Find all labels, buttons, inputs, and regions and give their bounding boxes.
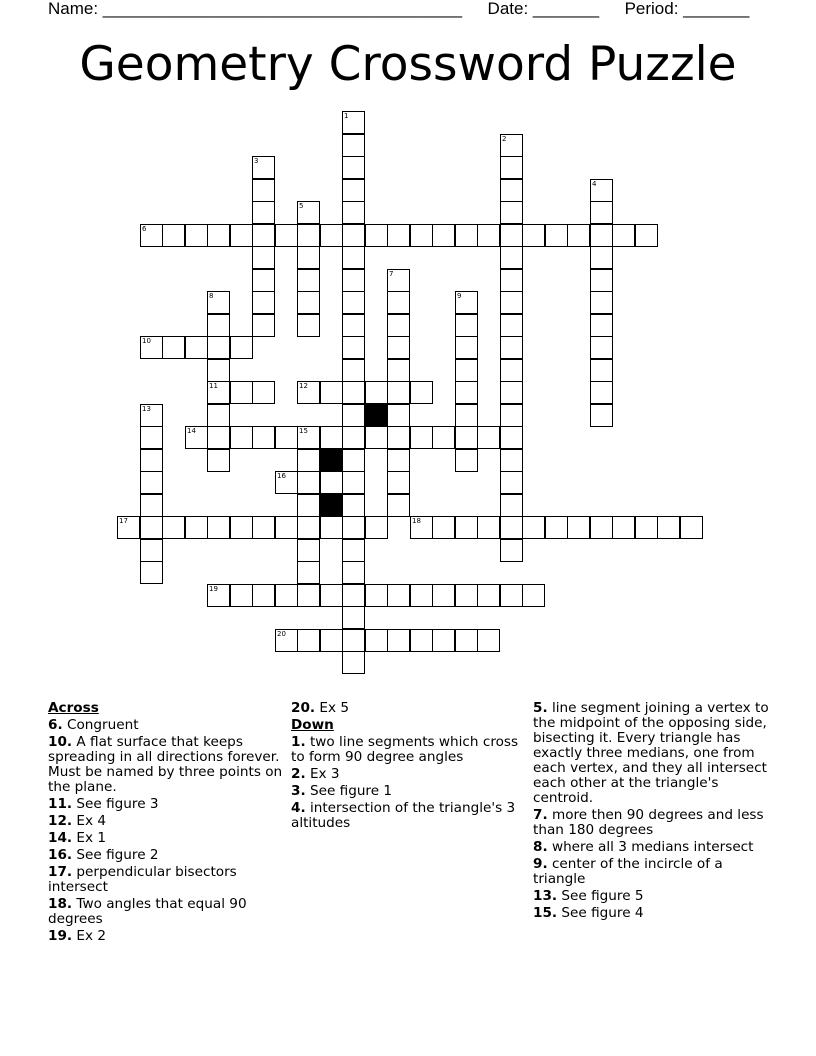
grid-cell[interactable] bbox=[117, 516, 140, 539]
clue-text: intersection of the triangle's 3 altitudes bbox=[291, 800, 516, 831]
grid-cell[interactable] bbox=[500, 359, 523, 382]
grid-cell[interactable] bbox=[432, 426, 455, 449]
grid-cell[interactable] bbox=[477, 516, 500, 539]
grid-cell[interactable] bbox=[207, 404, 230, 427]
clue-number: 17 bbox=[119, 517, 128, 525]
grid-cell[interactable] bbox=[590, 179, 613, 202]
grid-cell[interactable] bbox=[455, 516, 478, 539]
clue-text: where all 3 medians intersect bbox=[551, 839, 754, 855]
grid-cell[interactable] bbox=[140, 336, 163, 359]
grid-cell[interactable] bbox=[297, 201, 320, 224]
clue-text: Ex 5 bbox=[319, 700, 350, 716]
clue-number-label: 15. bbox=[533, 905, 558, 921]
grid-cell[interactable] bbox=[387, 359, 410, 382]
grid-cell[interactable] bbox=[410, 426, 433, 449]
grid-cell[interactable] bbox=[140, 449, 163, 472]
grid-cell[interactable] bbox=[342, 201, 365, 224]
clue-number: 12 bbox=[299, 382, 308, 390]
grid-cell[interactable] bbox=[500, 516, 523, 539]
grid-cell[interactable] bbox=[185, 336, 208, 359]
clue-text: line segment joining a vertex to the midpoint of the opposing side, bisecting it. Every triangle has exactly three medians, one from each vertex, and they all intersect each other at the triangle's centroid. bbox=[533, 700, 769, 806]
grid-cell[interactable] bbox=[365, 584, 388, 607]
grid-cell[interactable] bbox=[185, 516, 208, 539]
down-clue bbox=[533, 701, 773, 806]
grid-cell[interactable] bbox=[590, 381, 613, 404]
grid-cell[interactable] bbox=[635, 224, 658, 247]
clue-number-label: 14. bbox=[48, 830, 73, 846]
grid-cell[interactable] bbox=[342, 516, 365, 539]
grid-cell[interactable] bbox=[342, 561, 365, 584]
grid-cell[interactable] bbox=[297, 381, 320, 404]
grid-cell[interactable] bbox=[140, 561, 163, 584]
grid-cell[interactable] bbox=[545, 224, 568, 247]
grid-cell[interactable] bbox=[410, 629, 433, 652]
grid-cell[interactable] bbox=[297, 539, 320, 562]
grid-cell[interactable] bbox=[567, 224, 590, 247]
grid-cell[interactable] bbox=[252, 269, 275, 292]
clue-number-label: 9. bbox=[533, 856, 548, 872]
grid-cell[interactable] bbox=[545, 516, 568, 539]
grid-cell[interactable] bbox=[230, 584, 253, 607]
grid-cell[interactable] bbox=[207, 336, 230, 359]
grid-cell[interactable] bbox=[410, 381, 433, 404]
clue-text: Ex 4 bbox=[76, 813, 107, 829]
clue-number-label: 13. bbox=[533, 888, 558, 904]
grid-cell[interactable] bbox=[297, 449, 320, 472]
grid-cell[interactable] bbox=[342, 606, 365, 629]
grid-cell[interactable] bbox=[500, 269, 523, 292]
name-field[interactable]: Name: ______________________________________ bbox=[48, 0, 463, 18]
grid-cell[interactable] bbox=[500, 224, 523, 247]
grid-cell[interactable] bbox=[477, 584, 500, 607]
clues-column-3 bbox=[533, 701, 773, 923]
clue-text: Ex 1 bbox=[76, 830, 107, 846]
grid-cell[interactable] bbox=[590, 404, 613, 427]
grid-cell[interactable] bbox=[500, 494, 523, 517]
grid-cell[interactable] bbox=[410, 516, 433, 539]
grid-cell[interactable] bbox=[387, 471, 410, 494]
down-clue bbox=[533, 808, 773, 838]
grid-cell[interactable] bbox=[252, 179, 275, 202]
across-clue bbox=[48, 929, 284, 944]
grid-cell[interactable] bbox=[387, 584, 410, 607]
grid-cell[interactable] bbox=[590, 336, 613, 359]
grid-cell[interactable] bbox=[455, 336, 478, 359]
grid-cell[interactable] bbox=[455, 224, 478, 247]
grid-cell[interactable] bbox=[432, 516, 455, 539]
grid-cell[interactable] bbox=[365, 426, 388, 449]
grid-cell[interactable] bbox=[297, 629, 320, 652]
grid-cell[interactable] bbox=[432, 629, 455, 652]
grid-cell[interactable] bbox=[207, 516, 230, 539]
grid-cell[interactable] bbox=[410, 584, 433, 607]
clue-number-label: 6. bbox=[48, 717, 63, 733]
grid-cell[interactable] bbox=[342, 291, 365, 314]
grid-cell[interactable] bbox=[455, 314, 478, 337]
grid-cell[interactable] bbox=[590, 269, 613, 292]
grid-cell[interactable] bbox=[522, 584, 545, 607]
grid-cell[interactable] bbox=[252, 224, 275, 247]
grid-cell[interactable] bbox=[567, 516, 590, 539]
clue-text: See figure 4 bbox=[561, 905, 644, 921]
grid-cell[interactable] bbox=[342, 314, 365, 337]
grid-cell[interactable] bbox=[387, 224, 410, 247]
down-clue bbox=[291, 801, 521, 831]
grid-cell[interactable] bbox=[365, 516, 388, 539]
grid-cell[interactable] bbox=[455, 381, 478, 404]
grid-cell[interactable] bbox=[252, 381, 275, 404]
clue-text: Congruent bbox=[66, 717, 139, 733]
grid-cell[interactable] bbox=[455, 426, 478, 449]
grid-cell[interactable] bbox=[252, 584, 275, 607]
grid-cell[interactable] bbox=[612, 224, 635, 247]
grid-cell[interactable] bbox=[297, 246, 320, 269]
grid-cell[interactable] bbox=[140, 494, 163, 517]
clue-text: Ex 3 bbox=[309, 766, 340, 782]
grid-cell[interactable] bbox=[365, 224, 388, 247]
grid-cell[interactable] bbox=[387, 291, 410, 314]
grid-cell[interactable] bbox=[432, 584, 455, 607]
grid-cell[interactable] bbox=[477, 426, 500, 449]
grid-cell[interactable] bbox=[500, 179, 523, 202]
clue-number: 19 bbox=[209, 585, 218, 593]
grid-cell[interactable] bbox=[230, 426, 253, 449]
grid-cell[interactable] bbox=[230, 336, 253, 359]
clue-number: 7 bbox=[389, 270, 394, 278]
grid-cell[interactable] bbox=[297, 269, 320, 292]
clue-number-label: 7. bbox=[533, 807, 548, 823]
clues-column-2 bbox=[291, 701, 521, 833]
grid-cell[interactable] bbox=[342, 471, 365, 494]
page-title: Geometry Crossword Puzzle bbox=[79, 37, 737, 92]
grid-cell[interactable] bbox=[657, 516, 680, 539]
grid-cell[interactable] bbox=[275, 516, 298, 539]
grid-cell[interactable] bbox=[342, 246, 365, 269]
grid-cell[interactable] bbox=[342, 179, 365, 202]
grid-cell[interactable] bbox=[500, 156, 523, 179]
clue-number-label: 4. bbox=[291, 800, 306, 816]
grid-cell[interactable] bbox=[342, 404, 365, 427]
grid-cell[interactable] bbox=[320, 224, 343, 247]
clue-number: 10 bbox=[142, 337, 151, 345]
grid-cell[interactable] bbox=[207, 426, 230, 449]
grid-cell[interactable] bbox=[500, 246, 523, 269]
clue-number: 9 bbox=[457, 292, 462, 300]
black-cell bbox=[320, 449, 343, 472]
across-clue bbox=[291, 701, 521, 716]
grid-cell[interactable] bbox=[500, 381, 523, 404]
grid-cell[interactable] bbox=[500, 201, 523, 224]
grid-cell[interactable] bbox=[342, 359, 365, 382]
grid-cell[interactable] bbox=[522, 516, 545, 539]
grid-cell[interactable] bbox=[297, 224, 320, 247]
clue-number: 15 bbox=[299, 427, 308, 435]
clue-number: 3 bbox=[254, 157, 259, 165]
grid-cell[interactable] bbox=[320, 516, 343, 539]
grid-cell[interactable] bbox=[500, 404, 523, 427]
grid-cell[interactable] bbox=[365, 381, 388, 404]
across-clue bbox=[48, 718, 284, 733]
grid-cell[interactable] bbox=[590, 314, 613, 337]
down-clue bbox=[291, 735, 521, 765]
clue-text: perpendicular bisectors intersect bbox=[48, 864, 237, 895]
across-clue bbox=[48, 814, 284, 829]
date-field[interactable]: Date: _______ bbox=[487, 0, 600, 18]
grid-cell[interactable] bbox=[342, 449, 365, 472]
grid-cell[interactable] bbox=[387, 494, 410, 517]
grid-cell[interactable] bbox=[500, 539, 523, 562]
grid-cell[interactable] bbox=[320, 471, 343, 494]
grid-cell[interactable] bbox=[455, 584, 478, 607]
grid-cell[interactable] bbox=[230, 381, 253, 404]
grid-cell[interactable] bbox=[342, 381, 365, 404]
grid-cell[interactable] bbox=[387, 449, 410, 472]
grid-cell[interactable] bbox=[207, 314, 230, 337]
grid-cell[interactable] bbox=[387, 269, 410, 292]
clue-text: A flat surface that keeps spreading in all directions forever. Must be named by three points on the plane. bbox=[48, 734, 283, 795]
grid-cell[interactable] bbox=[500, 336, 523, 359]
grid-cell[interactable] bbox=[342, 651, 365, 674]
clue-number: 13 bbox=[142, 405, 151, 413]
grid-cell[interactable] bbox=[252, 156, 275, 179]
grid-cell[interactable] bbox=[342, 134, 365, 157]
across-clue bbox=[48, 735, 284, 795]
grid-cell[interactable] bbox=[252, 246, 275, 269]
grid-cell[interactable] bbox=[275, 426, 298, 449]
grid-cell[interactable] bbox=[342, 584, 365, 607]
grid-cell[interactable] bbox=[387, 404, 410, 427]
across-heading: Across bbox=[48, 700, 99, 716]
clue-text: Ex 2 bbox=[76, 928, 107, 944]
grid-cell[interactable] bbox=[140, 224, 163, 247]
grid-cell[interactable] bbox=[387, 426, 410, 449]
across-clue bbox=[48, 831, 284, 846]
clue-text: center of the incircle of a triangle bbox=[533, 856, 723, 887]
grid-cell[interactable] bbox=[140, 539, 163, 562]
down-clue bbox=[291, 784, 521, 799]
period-field[interactable]: Period: _______ bbox=[624, 0, 750, 18]
down-clue bbox=[533, 840, 773, 855]
grid-cell[interactable] bbox=[140, 426, 163, 449]
grid-cell[interactable] bbox=[500, 314, 523, 337]
grid-cell[interactable] bbox=[635, 516, 658, 539]
grid-cell[interactable] bbox=[590, 359, 613, 382]
grid-cell[interactable] bbox=[522, 224, 545, 247]
down-heading: Down bbox=[291, 717, 334, 733]
grid-cell[interactable] bbox=[455, 359, 478, 382]
grid-cell[interactable] bbox=[162, 336, 185, 359]
black-cell bbox=[320, 494, 343, 517]
clue-number-label: 3. bbox=[291, 783, 306, 799]
grid-cell[interactable] bbox=[230, 224, 253, 247]
grid-cell[interactable] bbox=[342, 494, 365, 517]
clue-text: two line segments which cross to form 90 degree angles bbox=[291, 734, 519, 765]
clue-number: 6 bbox=[142, 225, 147, 233]
grid-cell[interactable] bbox=[320, 381, 343, 404]
clue-number-label: 5. bbox=[533, 700, 548, 716]
grid-cell[interactable] bbox=[297, 561, 320, 584]
down-clue bbox=[533, 857, 773, 887]
clue-text: See figure 1 bbox=[309, 783, 393, 799]
grid-cell[interactable] bbox=[207, 224, 230, 247]
grid-cell[interactable] bbox=[500, 449, 523, 472]
clue-text: See figure 2 bbox=[76, 847, 159, 863]
across-clue bbox=[48, 848, 284, 863]
grid-cell[interactable] bbox=[320, 426, 343, 449]
grid-cell[interactable] bbox=[590, 516, 613, 539]
grid-cell[interactable] bbox=[477, 629, 500, 652]
across-clue bbox=[48, 797, 284, 812]
grid-cell[interactable] bbox=[140, 404, 163, 427]
grid-cell[interactable] bbox=[320, 584, 343, 607]
grid-cell[interactable] bbox=[590, 246, 613, 269]
grid-cell[interactable] bbox=[500, 426, 523, 449]
grid-cell[interactable] bbox=[297, 291, 320, 314]
clue-number-label: 12. bbox=[48, 813, 73, 829]
grid-cell[interactable] bbox=[140, 471, 163, 494]
grid-cell[interactable] bbox=[252, 314, 275, 337]
clue-number: 16 bbox=[277, 472, 286, 480]
clue-text: See figure 5 bbox=[561, 888, 644, 904]
grid-cell[interactable] bbox=[342, 111, 365, 134]
grid-cell[interactable] bbox=[297, 471, 320, 494]
grid-cell[interactable] bbox=[342, 629, 365, 652]
grid-cell[interactable] bbox=[455, 291, 478, 314]
grid-cell[interactable] bbox=[342, 156, 365, 179]
grid-cell[interactable] bbox=[365, 629, 388, 652]
clue-number-label: 2. bbox=[291, 766, 306, 782]
grid-cell[interactable] bbox=[140, 516, 163, 539]
grid-cell[interactable] bbox=[500, 291, 523, 314]
grid-cell[interactable] bbox=[297, 494, 320, 517]
grid-cell[interactable] bbox=[207, 381, 230, 404]
grid-cell[interactable] bbox=[432, 224, 455, 247]
grid-cell[interactable] bbox=[207, 449, 230, 472]
clue-number-label: 16. bbox=[48, 847, 73, 863]
clue-number-label: 1. bbox=[291, 734, 306, 750]
clue-number: 1 bbox=[344, 112, 349, 120]
clue-text: Two angles that equal 90 degrees bbox=[48, 896, 247, 927]
clue-number: 2 bbox=[502, 135, 507, 143]
grid-cell[interactable] bbox=[162, 224, 185, 247]
grid-cell[interactable] bbox=[252, 201, 275, 224]
grid-cell[interactable] bbox=[342, 269, 365, 292]
clues-column-1 bbox=[48, 701, 284, 946]
grid-cell[interactable] bbox=[342, 539, 365, 562]
grid-cell[interactable] bbox=[612, 516, 635, 539]
grid-cell[interactable] bbox=[297, 426, 320, 449]
clue-number: 11 bbox=[209, 382, 218, 390]
clue-number-label: 10. bbox=[48, 734, 73, 750]
clue-number-label: 8. bbox=[533, 839, 548, 855]
grid-cell[interactable] bbox=[342, 224, 365, 247]
clue-text: See figure 3 bbox=[76, 796, 159, 812]
clue-number: 8 bbox=[209, 292, 214, 300]
grid-cell[interactable] bbox=[387, 336, 410, 359]
grid-cell[interactable] bbox=[185, 224, 208, 247]
across-clue bbox=[48, 865, 284, 895]
grid-cell[interactable] bbox=[387, 381, 410, 404]
grid-cell[interactable] bbox=[500, 134, 523, 157]
grid-cell[interactable] bbox=[297, 516, 320, 539]
across-clue bbox=[48, 897, 284, 927]
down-clue bbox=[533, 889, 773, 904]
grid-cell[interactable] bbox=[455, 404, 478, 427]
grid-cell[interactable] bbox=[252, 426, 275, 449]
grid-cell[interactable] bbox=[320, 629, 343, 652]
grid-cell[interactable] bbox=[275, 629, 298, 652]
grid-cell[interactable] bbox=[275, 471, 298, 494]
grid-cell[interactable] bbox=[230, 516, 253, 539]
clue-number-label: 20. bbox=[291, 700, 316, 716]
grid-cell[interactable] bbox=[275, 584, 298, 607]
clue-number-label: 17. bbox=[48, 864, 73, 880]
grid-cell[interactable] bbox=[500, 584, 523, 607]
clue-number: 5 bbox=[299, 202, 304, 210]
grid-cell[interactable] bbox=[207, 584, 230, 607]
grid-cell[interactable] bbox=[342, 426, 365, 449]
clue-number: 4 bbox=[592, 180, 597, 188]
clue-number: 14 bbox=[187, 427, 196, 435]
grid-cell[interactable] bbox=[590, 291, 613, 314]
grid-cell[interactable] bbox=[680, 516, 703, 539]
grid-cell[interactable] bbox=[590, 201, 613, 224]
grid-cell[interactable] bbox=[455, 629, 478, 652]
grid-cell[interactable] bbox=[297, 314, 320, 337]
grid-cell[interactable] bbox=[252, 516, 275, 539]
grid-cell[interactable] bbox=[455, 449, 478, 472]
clue-number-label: 11. bbox=[48, 796, 73, 812]
clue-number: 18 bbox=[412, 517, 421, 525]
grid-cell[interactable] bbox=[297, 584, 320, 607]
grid-cell[interactable] bbox=[207, 359, 230, 382]
grid-cell[interactable] bbox=[252, 291, 275, 314]
down-clue bbox=[533, 906, 773, 921]
grid-cell[interactable] bbox=[387, 314, 410, 337]
grid-cell[interactable] bbox=[275, 224, 298, 247]
grid-cell[interactable] bbox=[410, 224, 433, 247]
black-cell bbox=[365, 404, 388, 427]
grid-cell[interactable] bbox=[207, 291, 230, 314]
down-clue bbox=[291, 767, 521, 782]
grid-cell[interactable] bbox=[342, 336, 365, 359]
grid-cell[interactable] bbox=[477, 224, 500, 247]
clue-number-label: 18. bbox=[48, 896, 73, 912]
grid-cell[interactable] bbox=[387, 629, 410, 652]
grid-cell[interactable] bbox=[500, 471, 523, 494]
clue-number-label: 19. bbox=[48, 928, 73, 944]
clue-number: 20 bbox=[277, 630, 286, 638]
clue-text: more then 90 degrees and less than 180 degrees bbox=[533, 807, 764, 838]
grid-cell[interactable] bbox=[185, 426, 208, 449]
grid-cell[interactable] bbox=[162, 516, 185, 539]
grid-cell[interactable] bbox=[590, 224, 613, 247]
